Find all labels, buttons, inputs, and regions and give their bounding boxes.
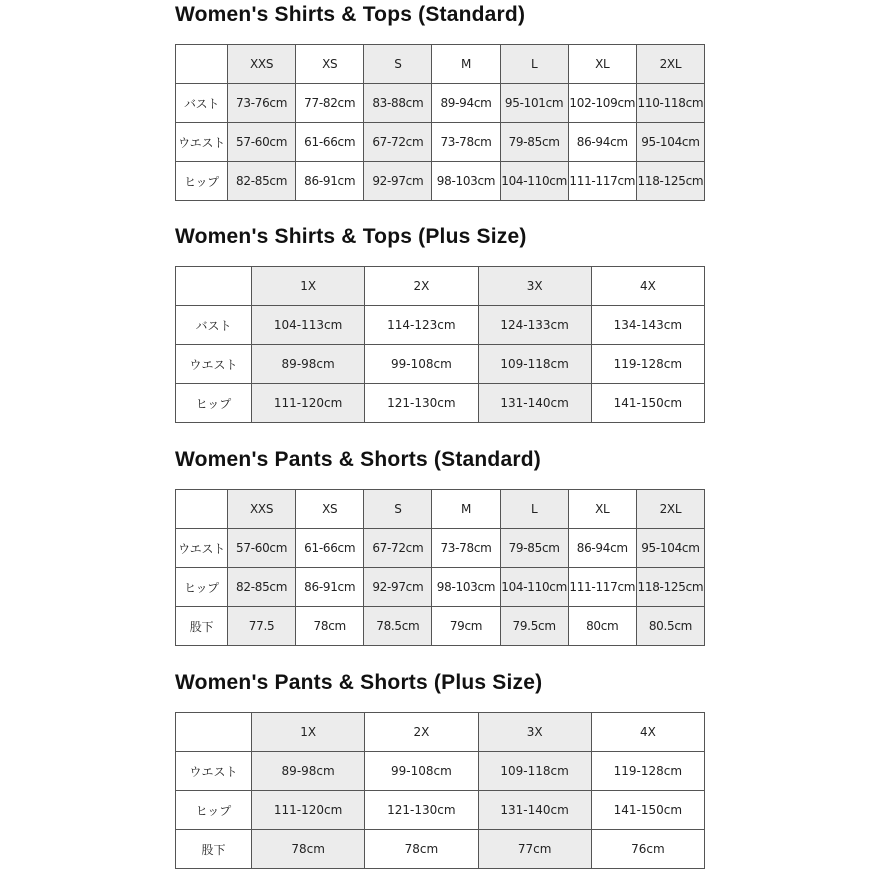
column-header: XXS [228,490,296,529]
table-cell: 82-85cm [228,162,296,201]
table-header-row [176,713,705,752]
row-label: バスト [176,306,252,345]
row-label: ヒップ [176,384,252,423]
table-row [176,830,705,869]
column-header: 3X [478,713,591,752]
table-cell: 92-97cm [364,568,432,607]
column-header: M [432,45,500,84]
column-header: XL [568,490,636,529]
table-cell: 80cm [568,607,636,646]
table-cell: 98-103cm [432,568,500,607]
row-label: ヒップ [176,162,228,201]
table-cell: 57-60cm [228,123,296,162]
row-label: ヒップ [176,568,228,607]
table-cell: 83-88cm [364,84,432,123]
table-cell: 77.5 [228,607,296,646]
table-cell: 119-128cm [591,752,704,791]
row-label: ヒップ [176,791,252,830]
table-cell: 109-118cm [478,752,591,791]
table-row [176,568,705,607]
table-cell: 82-85cm [228,568,296,607]
table-row [176,752,705,791]
table-cell: 61-66cm [296,123,364,162]
table-cell: 118-125cm [636,568,704,607]
table-cell: 79-85cm [500,123,568,162]
table-cell: 76cm [591,830,704,869]
table-cell: 67-72cm [364,529,432,568]
table-row [176,123,705,162]
column-header: XL [568,45,636,84]
table-cell: 109-118cm [478,345,591,384]
size-table-pants-plus [175,712,705,869]
row-label: ウエスト [176,123,228,162]
table-cell: 77-82cm [296,84,364,123]
table-row [176,384,705,423]
table-cell: 80.5cm [636,607,704,646]
table-cell: 131-140cm [478,384,591,423]
corner-cell [176,267,252,306]
column-header: 3X [478,267,591,306]
table-cell: 79-85cm [500,529,568,568]
table-cell: 86-94cm [568,529,636,568]
table-cell: 73-76cm [228,84,296,123]
table-cell: 104-110cm [500,568,568,607]
table-cell: 89-98cm [252,752,365,791]
table-cell: 78cm [365,830,478,869]
column-header: XS [296,45,364,84]
table-cell: 104-110cm [500,162,568,201]
table-row [176,345,705,384]
row-label: バスト [176,84,228,123]
column-header: L [500,45,568,84]
table-cell: 121-130cm [365,791,478,830]
column-header: 2X [365,713,478,752]
table-cell: 78cm [296,607,364,646]
table-row [176,162,705,201]
size-table-shirts-plus [175,266,705,423]
table-cell: 119-128cm [591,345,704,384]
column-header: M [432,490,500,529]
size-table-pants-standard [175,489,705,646]
row-label: 股下 [176,607,228,646]
size-section-shirts-plus [175,222,705,423]
table-cell: 86-91cm [296,568,364,607]
table-cell: 86-94cm [568,123,636,162]
table-cell: 73-78cm [432,123,500,162]
table-cell: 79.5cm [500,607,568,646]
section-title: Women's Pants & Shorts (Standard) [175,448,541,471]
table-cell: 110-118cm [636,84,704,123]
column-header: 2XL [636,490,704,529]
table-cell: 111-117cm [568,162,636,201]
column-header: 1X [252,267,365,306]
table-cell: 111-117cm [568,568,636,607]
table-cell: 77cm [478,830,591,869]
column-header: 2XL [636,45,704,84]
column-header: 1X [252,713,365,752]
table-cell: 118-125cm [636,162,704,201]
corner-cell [176,45,228,84]
table-cell: 114-123cm [365,306,478,345]
table-cell: 141-150cm [591,791,704,830]
corner-cell [176,713,252,752]
row-label: ウエスト [176,752,252,791]
table-cell: 73-78cm [432,529,500,568]
table-cell: 111-120cm [252,791,365,830]
table-cell: 102-109cm [568,84,636,123]
size-section-pants-standard [175,445,705,646]
table-cell: 67-72cm [364,123,432,162]
table-cell: 99-108cm [365,752,478,791]
column-header: S [364,45,432,84]
table-cell: 79cm [432,607,500,646]
table-cell: 92-97cm [364,162,432,201]
table-cell: 111-120cm [252,384,365,423]
table-cell: 95-101cm [500,84,568,123]
column-header: L [500,490,568,529]
table-cell: 95-104cm [636,123,704,162]
table-cell: 99-108cm [365,345,478,384]
table-cell: 78.5cm [364,607,432,646]
table-header-row [176,267,705,306]
table-cell: 121-130cm [365,384,478,423]
column-header: XS [296,490,364,529]
size-table-shirts-standard [175,44,705,201]
table-row [176,607,705,646]
corner-cell [176,490,228,529]
column-header: 4X [591,713,704,752]
table-cell: 131-140cm [478,791,591,830]
size-section-pants-plus [175,668,705,869]
table-cell: 89-94cm [432,84,500,123]
table-cell: 141-150cm [591,384,704,423]
table-cell: 57-60cm [228,529,296,568]
table-cell: 134-143cm [591,306,704,345]
section-title: Women's Shirts & Tops (Plus Size) [175,225,527,248]
table-cell: 78cm [252,830,365,869]
table-row [176,306,705,345]
row-label: ウエスト [176,345,252,384]
table-row [176,84,705,123]
row-label: ウエスト [176,529,228,568]
table-cell: 98-103cm [432,162,500,201]
table-row [176,791,705,830]
size-section-shirts-standard [175,0,705,201]
column-header: 2X [365,267,478,306]
section-title: Women's Shirts & Tops (Standard) [175,3,526,26]
column-header: XXS [228,45,296,84]
table-cell: 89-98cm [252,345,365,384]
row-label: 股下 [176,830,252,869]
table-cell: 104-113cm [252,306,365,345]
column-header: S [364,490,432,529]
table-header-row [176,490,705,529]
section-title: Women's Pants & Shorts (Plus Size) [175,671,543,694]
table-cell: 61-66cm [296,529,364,568]
table-row [176,529,705,568]
table-header-row [176,45,705,84]
column-header: 4X [591,267,704,306]
table-cell: 124-133cm [478,306,591,345]
table-cell: 86-91cm [296,162,364,201]
table-cell: 95-104cm [636,529,704,568]
